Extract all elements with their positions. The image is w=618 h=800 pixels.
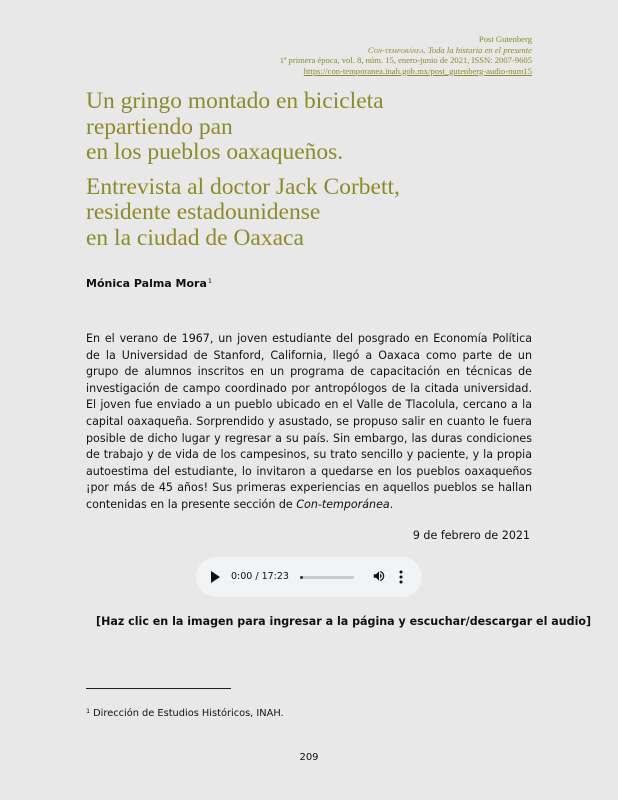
volume-icon[interactable] [372, 569, 386, 583]
author-name: Mónica Palma Mora [86, 277, 207, 290]
footnote [86, 707, 284, 719]
audio-time: 0:00 / 17:23 [231, 571, 289, 582]
title-line: Entrevista al doctor Jack Corbett, [86, 173, 400, 200]
title-part-1 [86, 89, 536, 166]
title-part-2 [86, 175, 536, 252]
header-tagline: Toda la historia en el presente [427, 44, 532, 55]
audio-progress-slider[interactable] [300, 576, 354, 579]
footnote-mark: 1 [86, 707, 91, 715]
page-number: 209 [299, 752, 319, 763]
running-header [280, 34, 532, 76]
article-title [86, 89, 536, 251]
audio-player[interactable] [196, 557, 422, 597]
play-icon[interactable] [211, 571, 220, 583]
title-line: en los pueblos oaxaqueños. [86, 139, 344, 165]
paragraph-text: En el verano de 1967, un joven estudiante del posgrado en Economía Política de la Universidad de Stanford, California, llegó a Oaxaca como parte de un grupo de alumnos inscritos en un programa de capacitación en técnicas de investigación de campo coordinado por antropólogos de la citada universidad. El joven fue enviado a un pueblo ubicado en el Valle de Tlacolula, cercano a la capital oaxaqueña. Sorprendido y asustado, se propuso salir en cuanto le fuera posible de dicho lugar y regresar a su país. Sin embargo, las duras condiciones de trabajo y de vida de los campesinos, su trato sencillo y paciente, y la propia autoestima del estudiante, lo invitaron a quedarse en los pueblos oaxaqueños ¡por más de 45 años! Sus primeras experiencias en aquellos pueblos se hallan contenidas en la presente sección de [86, 332, 532, 511]
author-line [86, 277, 212, 290]
header-journal-line [280, 45, 532, 56]
publication-date: 9 de febrero de 2021 [412, 529, 530, 542]
end-punct: . [389, 497, 394, 511]
intro-text [86, 331, 532, 514]
footnote-divider [86, 688, 231, 689]
header-url-link[interactable]: https://con-temporanea.inah.gob.mx/post_gutenberg-audio-num15 [303, 65, 532, 76]
footnote-text: Dirección de Estudios Históricos, INAH. [93, 708, 284, 719]
title-line: residente estadounidense [86, 199, 321, 225]
journal-name: Con-temporánea [296, 497, 390, 511]
header-journal: Con-temporánea. [367, 44, 426, 55]
audio-progress-fill [300, 576, 303, 579]
audio-link-caption[interactable]: [Haz clic en la imagen para ingresar a la página y escuchar/descargar el audio] [96, 615, 592, 628]
header-section: Post Gutenberg [478, 34, 532, 44]
more-vert-icon[interactable] [399, 570, 403, 584]
footnote-ref[interactable]: 1 [207, 277, 213, 285]
title-line: repartiendo pan [86, 113, 233, 140]
header-edition: 1ª primera época, vol. 8, núm. 15, enero-junio de 2021, ISSN: 2007-9605 [279, 55, 532, 66]
title-line: Un gringo montado en bicicleta [86, 88, 384, 114]
intro-paragraph [86, 331, 532, 514]
title-line: en la ciudad de Oaxaca [86, 224, 304, 251]
